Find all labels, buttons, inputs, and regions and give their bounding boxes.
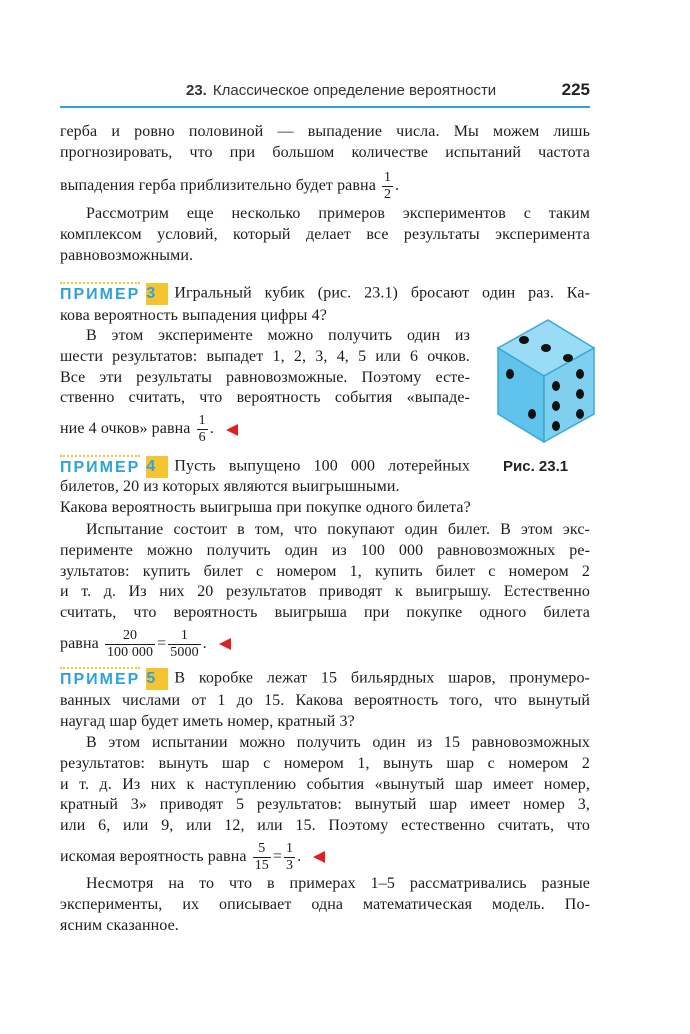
example-4-solution — [60, 520, 590, 661]
fraction: $\frac{1}{5000}$ — [170, 627, 199, 660]
example-3-solution — [60, 326, 470, 446]
example-badge: ПРИМЕР 4 — [60, 455, 168, 479]
text-line: перименте можно получить один из 100 000 равновозможных ре- — [60, 541, 590, 559]
text-line: ственно считать, что вероятность события «выпаде- — [60, 389, 470, 407]
fraction: $\frac{20}{100 000}$ — [106, 627, 154, 660]
text-line: ясним сказанное. — [60, 916, 179, 934]
example-4-question-cont — [60, 477, 590, 519]
text-line: Какова вероятность выигрыша при покупке одного билета? — [60, 498, 471, 516]
fraction: $\frac{1}{6}$ — [198, 413, 206, 446]
fraction: $\frac{1}{2}$ — [384, 169, 392, 202]
text-line: искомая вероятность равна $\frac{5}{15}$ = $\frac{1}{3}$ . — [60, 841, 590, 874]
text-line: герба и ровно половиной — выпадение числа. Мы можем лишь — [60, 123, 590, 140]
example-question: ПРИМЕР 4 Пусть выпущено 100 000 лотерейных — [60, 455, 470, 479]
text-line: кова вероятность выпадения цифры 4? — [60, 306, 327, 324]
text-line: билетов, 20 из которых являются выигрышными. — [60, 478, 400, 495]
text-line: шести результатов: выпадет 1, 2, 3, 4, 5 или 6 очков. — [60, 347, 470, 365]
fraction: $\frac{5}{15}$ — [254, 840, 269, 873]
chapter-title: 23. Классическое определение вероятности — [186, 82, 497, 99]
text-line: эксперименты, их описывает одна математическая модель. По- — [60, 895, 590, 913]
end-marker-icon — [313, 851, 325, 863]
fraction: $\frac{1}{3}$ — [286, 840, 294, 873]
end-marker-icon — [226, 424, 238, 436]
example-5-solution — [60, 733, 590, 874]
text-line: Рассмотрим еще несколько примеров экспериментов с таким — [86, 205, 590, 222]
text-line: считать, что вероятность выигрыша при покупке одного билета — [60, 604, 590, 622]
die-icon — [490, 316, 600, 446]
example-badge: ПРИМЕР 5 — [60, 667, 168, 691]
example-4 — [60, 455, 470, 479]
example-question: ПРИМЕР 3 Игральный кубик (рис. 23.1) бросают один раз. Ка- — [60, 282, 590, 306]
text-line: ние 4 очков» равна $\frac{1}{6}$ . — [60, 413, 470, 446]
text-line: наугад шар будет иметь номер, кратный 3? — [60, 712, 355, 730]
text-line: и т. д. Из них к наступлению события «вынутый шар имеет номер, — [60, 775, 590, 793]
example-badge: ПРИМЕР 3 — [60, 282, 168, 306]
text-line: результатов: вынуть шар с номером 1, вынуть шар с номером 2 — [60, 754, 590, 772]
header-rule — [60, 106, 590, 108]
intro-paragraph — [60, 122, 590, 203]
figure-caption: Рис. 23.1 — [503, 458, 569, 475]
text-line: Испытание состоит в том, что покупают один билет. В этом экс- — [86, 521, 590, 538]
end-marker-icon — [219, 638, 231, 650]
final-paragraph — [60, 874, 590, 936]
example-5 — [60, 667, 590, 732]
text-line: и т. д. Из них 20 результатов приводят к выигрышу. Естественно — [60, 583, 590, 601]
page-number: 225 — [561, 80, 590, 99]
text-line: кратный 3» приводят 5 результатов: вынутый шар имеет номер 3, — [60, 796, 590, 814]
text-line: В этом испытании можно получить один из 15 равновозможных — [86, 734, 590, 751]
page-header — [60, 80, 590, 106]
text-line: равна $\frac{20}{100 000}$ = $\frac{1}{5000}$ . — [60, 628, 590, 661]
text-line: комплексом условий, который делает все результаты эксперимента — [60, 225, 590, 243]
text-line: зультатов: купить билет с номером 1, купить билет с номером 2 — [60, 562, 590, 580]
text-line: Несмотря на то что в примерах 1–5 рассматривались разные — [86, 875, 590, 892]
example-question: ПРИМЕР 5 В коробке лежат 15 бильярдных шаров, пронумеро- — [60, 667, 590, 691]
text-line: или 6, или 9, или 12, или 15. Поэтому естественно считать, что — [60, 817, 590, 835]
paragraph — [60, 204, 590, 266]
text-line: ванных числами от 1 до 15. Какова вероятность того, что вынутый — [60, 691, 590, 709]
text-line: выпадения герба приблизительно будет равна $\frac{1}{2}$ . — [60, 169, 400, 202]
text-line: Все эти результаты равновозможные. Поэтому есте- — [60, 368, 470, 386]
text-line: В этом эксперименте можно получить один из — [86, 327, 470, 344]
text-line: прогнозировать, что при большом количестве испытаний частота — [60, 143, 590, 161]
text-line: равновозможными. — [60, 246, 194, 264]
